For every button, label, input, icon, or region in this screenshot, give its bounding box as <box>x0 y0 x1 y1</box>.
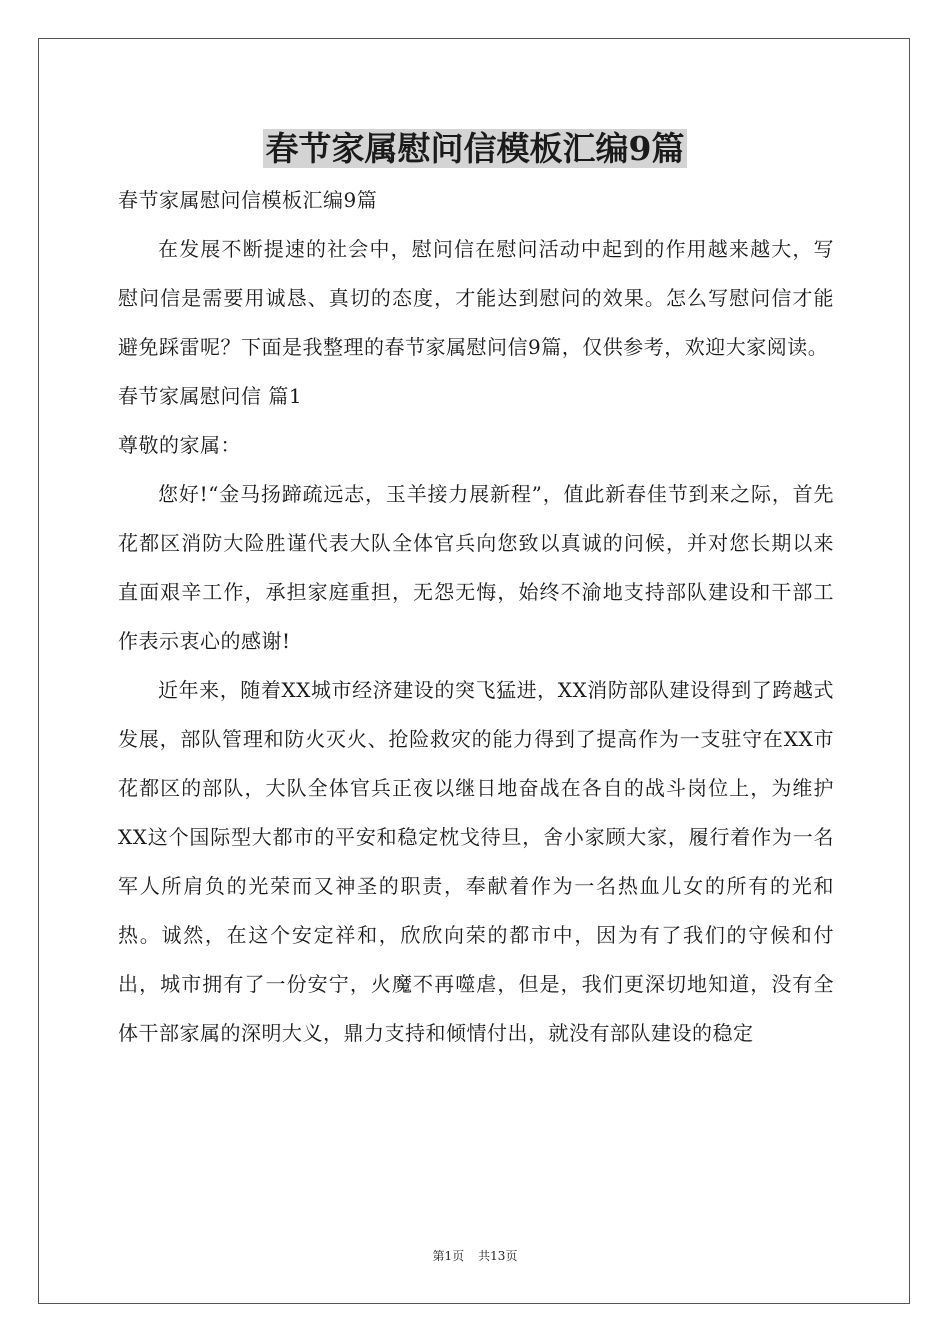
body-paragraph: 近年来，随着XX城市经济建设的突飞猛进，XX消防部队建设得到了跨越式发展，部队管理和防火灭火、抢险救灾的能力得到了提高作为一支驻守在XX市花都区的部队，大队全体官兵正夜以继日地奋战在各自的战斗岗位上，为维护XX这个国际型大都市的平安和稳定枕戈待旦，舍小家顾大家，履行着作为一名军人所肩负的光荣而又神圣的职责，奉献着作为一名热血儿女的所有的光和热。诚然，在这个安定祥和，欣欣向荣的都市中，因为有了我们的守候和付出，城市拥有了一份安宁，火魔不再噬虐，但是，我们更深切地知道，没有全体干部家属的深明大义，鼎力支持和倾情付出，就没有部队建设的稳定 <box>118 678 834 1045</box>
body-paragraph: 您好!“金马扬蹄疏远志，玉羊接力展新程”，值此新春佳节到来之际，首先花都区消防大险胜谨代表大队全体官兵向您致以真诚的问候，并对您长期以来直面艰辛工作，承担家庭重担，无怨无悔，始终不渝地支持部队建设和干部工作表示衷心的感谢! <box>118 482 834 653</box>
page-total: 共13页 <box>478 1249 518 1263</box>
page-number: 第1页 <box>432 1249 465 1263</box>
salutation: 尊敬的家属： <box>118 433 241 457</box>
document-body <box>118 176 834 1058</box>
page-footer <box>0 1248 950 1264</box>
document-title <box>0 127 950 171</box>
body-paragraph: 在发展不断提速的社会中，慰问信在慰问活动中起到的作用越来越大，写慰问信是需要用诚恳、真切的态度，才能达到慰问的效果。怎么写慰问信才能避免踩雷呢？下面是我整理的春节家属慰问信9篇，仅供参考，欢迎大家阅读。 <box>118 237 834 359</box>
body-paragraph: 春节家属慰问信模板汇编9篇 <box>118 188 378 212</box>
section-heading: 春节家属慰问信 篇1 <box>118 384 303 408</box>
document-title-text: 春节家属慰问信模板汇编9篇 <box>263 129 688 168</box>
